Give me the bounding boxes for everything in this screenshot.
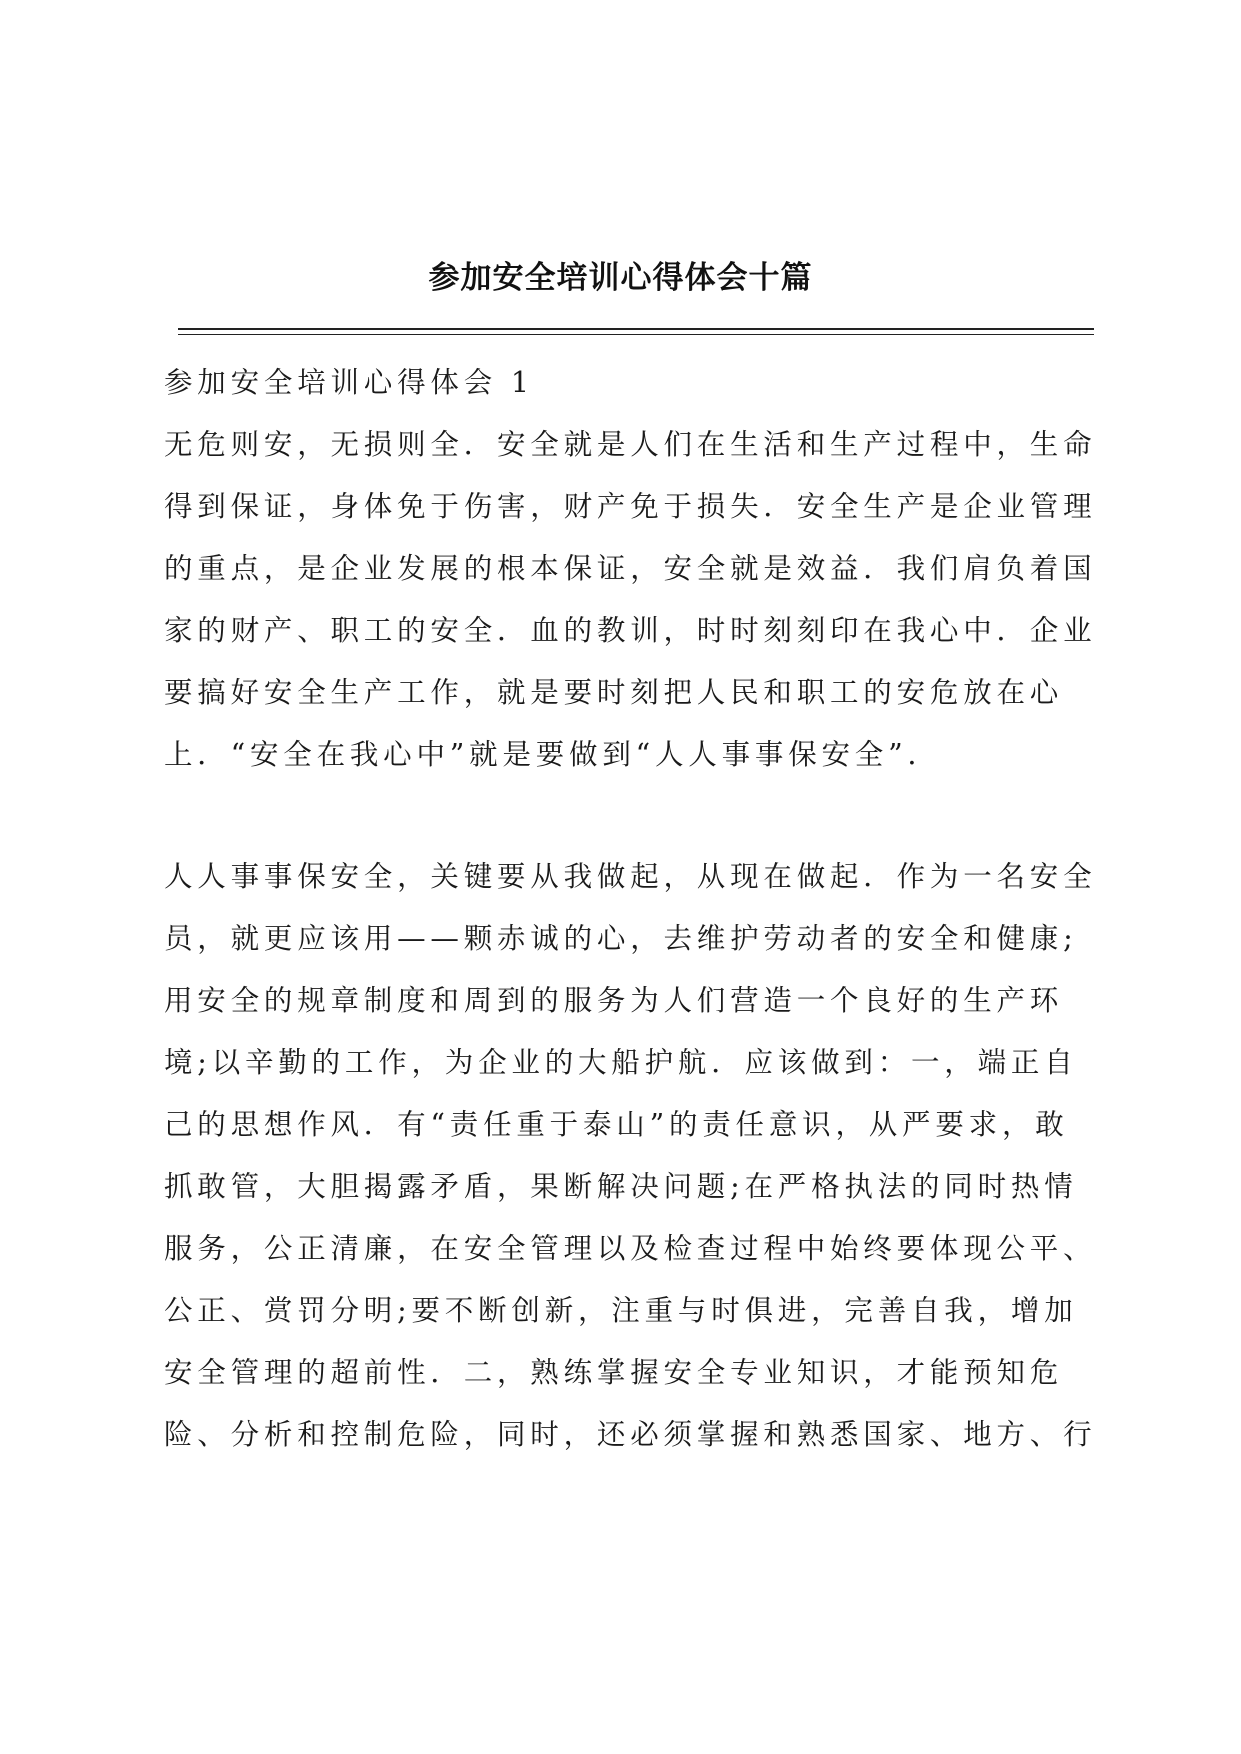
paragraph-1 bbox=[164, 414, 1096, 786]
paragraph-line: 上．“安全在我心中”就是要做到“人人事事保安全”． bbox=[164, 738, 941, 771]
document-body bbox=[164, 352, 1096, 1466]
paragraph-line: 要搞好安全生产工作，就是要时刻把人民和职工的安危放在心 bbox=[164, 676, 1064, 709]
paragraph-line: 安全管理的超前性．二，熟练掌握安全专业知识，才能预知危 bbox=[164, 1356, 1064, 1389]
section-heading: 参加安全培训心得体会 1 bbox=[164, 366, 534, 399]
paragraph-line: 得到保证，身体免于伤害，财产免于损失．安全生产是企业管理 bbox=[164, 490, 1097, 523]
paragraph-line: 用安全的规章制度和周到的服务为人们营造一个良好的生产环 bbox=[164, 984, 1064, 1017]
paragraph-line: 公正、赏罚分明;要不断创新，注重与时俱进，完善自我，增加 bbox=[164, 1294, 1078, 1327]
paragraph-line: 抓敢管，大胆揭露矛盾，果断解决问题;在严格执法的同时热情 bbox=[164, 1170, 1078, 1203]
paragraph-line: 的重点，是企业发展的根本保证，安全就是效益．我们肩负着国 bbox=[164, 552, 1097, 585]
paragraph-line: 境;以辛勤的工作，为企业的大船护航．应该做到：一，端正自 bbox=[164, 1046, 1078, 1079]
document-title: 参加安全培训心得体会十篇 bbox=[428, 260, 813, 296]
paragraph-line: 服务，公正清廉，在安全管理以及检查过程中始终要体现公平、 bbox=[164, 1232, 1097, 1265]
paragraph-line: 无危则安，无损则全．安全就是人们在生活和生产过程中，生命 bbox=[164, 428, 1097, 461]
paragraph-line: 员，就更应该用——颗赤诚的心，去维护劳动者的安全和健康; bbox=[164, 922, 1078, 955]
paragraph-spacer bbox=[164, 786, 1096, 846]
paragraph-line: 险、分析和控制危险，同时，还必须掌握和熟悉国家、地方、行 bbox=[164, 1418, 1097, 1451]
paragraph-line: 己的思想作风．有“责任重于泰山”的责任意识，从严要求，敢 bbox=[164, 1108, 1069, 1141]
paragraph-line: 人人事事保安全，关键要从我做起，从现在做起．作为一名安全 bbox=[164, 860, 1097, 893]
title-double-rule bbox=[178, 328, 1094, 335]
paragraph-line: 家的财产、职工的安全．血的教训，时时刻刻印在我心中．企业 bbox=[164, 614, 1097, 647]
paragraph-2 bbox=[164, 846, 1096, 1466]
